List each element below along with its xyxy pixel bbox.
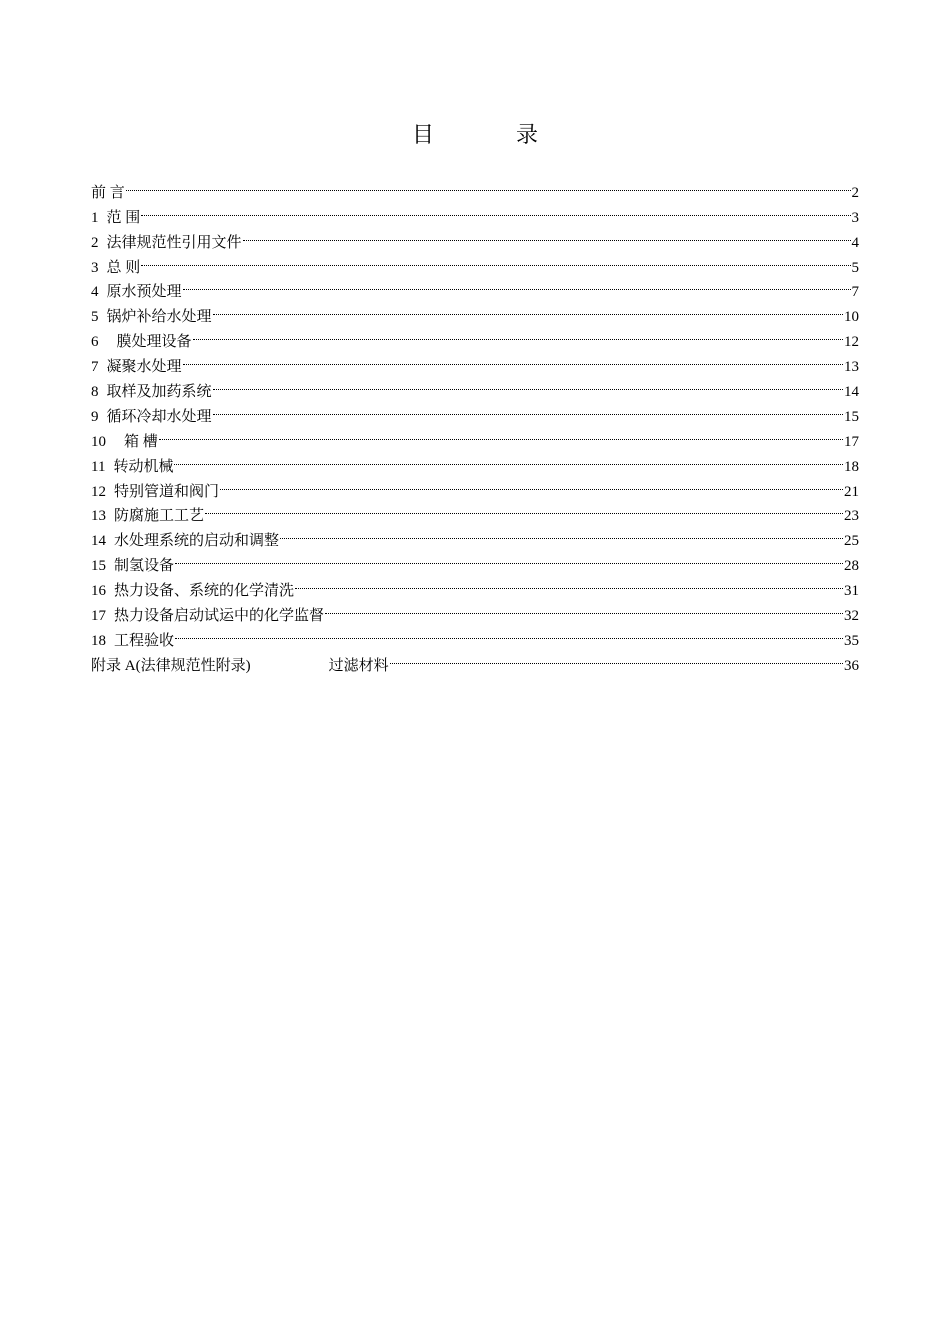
toc-entry-18[interactable]	[91, 620, 859, 649]
toc-page-number: 13	[844, 359, 859, 376]
toc-page-number: 23	[844, 508, 859, 525]
toc-section-number: 4	[91, 284, 99, 301]
toc-section-number: 9	[91, 408, 99, 425]
toc-appendix-label: 附录 A(法律规范性附录)	[91, 657, 251, 674]
dot-leader	[175, 620, 843, 645]
dot-leader	[325, 595, 843, 620]
toc-entry-label: 热力设备启动试运中的化学监督	[114, 608, 325, 625]
toc-entry-3[interactable]	[91, 247, 859, 276]
toc-page-number: 17	[844, 433, 859, 450]
toc-entry-label: 锅炉补给水处理	[106, 309, 212, 326]
toc-section-number: 12	[91, 483, 106, 500]
toc-section-number: 11	[91, 458, 106, 475]
toc-page-number: 25	[844, 533, 859, 550]
toc-entry-11[interactable]	[91, 446, 859, 475]
toc-page-number: 14	[844, 384, 859, 401]
dot-leader	[141, 197, 850, 222]
toc-section-number: 2	[91, 234, 99, 251]
toc-entry-label: 特别管道和阀门	[114, 483, 220, 500]
toc-entry-label: 制氢设备	[114, 558, 175, 575]
toc-page-number: 3	[851, 209, 859, 226]
toc-section-number: 14	[91, 533, 106, 550]
toc-entry-label: 前 言	[91, 184, 125, 201]
toc-page-number: 36	[844, 657, 859, 674]
dot-leader	[295, 570, 843, 595]
toc-entry-label: 工程验收	[114, 632, 175, 649]
dot-leader	[390, 645, 843, 670]
toc-entry-label: 凝聚水处理	[106, 359, 182, 376]
dot-leader	[243, 222, 851, 247]
toc-section-number: 8	[91, 384, 99, 401]
toc-page-number: 4	[851, 234, 859, 251]
toc-entry-label: 膜处理设备	[116, 334, 192, 351]
toc-section-number: 13	[91, 508, 106, 525]
toc-entry-label: 箱 槽	[124, 433, 158, 450]
toc-entry-7[interactable]	[91, 346, 859, 376]
toc-section-number: 10	[91, 433, 106, 450]
toc-page-number: 28	[844, 558, 859, 575]
toc-entry-10[interactable]	[91, 421, 859, 450]
toc-entry-appendix-a[interactable]	[91, 645, 859, 674]
toc-entry-label: 循环冷却水处理	[106, 408, 212, 425]
toc-section-number: 3	[91, 259, 99, 276]
toc-entry-15[interactable]	[91, 545, 859, 575]
toc-entry-preface[interactable]	[91, 172, 859, 201]
dot-leader	[280, 520, 843, 545]
dot-leader	[220, 471, 843, 496]
dot-leader	[213, 371, 843, 396]
toc-section-number: 16	[91, 583, 106, 600]
dot-leader	[205, 496, 843, 521]
toc-entry-13[interactable]	[91, 496, 859, 525]
toc-entry-label: 转动机械	[113, 458, 174, 475]
toc-entry-1[interactable]	[91, 197, 859, 226]
toc-page-number: 15	[844, 408, 859, 425]
dot-leader	[193, 321, 843, 346]
dot-leader	[174, 446, 843, 471]
toc-section-number: 5	[91, 309, 99, 326]
toc-section-number: 1	[91, 209, 99, 226]
toc-page-number: 31	[844, 583, 859, 600]
toc-entry-label: 原水预处理	[106, 284, 182, 301]
toc-entry-label: 范 围	[106, 209, 141, 226]
dot-leader	[183, 346, 843, 371]
toc-entry-4[interactable]	[91, 272, 859, 301]
toc-page-number: 7	[851, 284, 859, 301]
dot-leader	[183, 272, 851, 297]
toc-page-number: 32	[844, 608, 859, 625]
toc-entry-label: 法律规范性引用文件	[106, 234, 242, 251]
toc-entry-12[interactable]	[91, 471, 859, 500]
toc-page-number: 18	[844, 458, 859, 475]
dot-leader	[213, 396, 843, 421]
toc-entry-14[interactable]	[91, 520, 859, 550]
toc-entry-label: 防腐施工工艺	[114, 508, 205, 525]
toc-entry-5[interactable]	[91, 296, 859, 326]
toc-section-number: 17	[91, 608, 106, 625]
toc-section-number: 7	[91, 359, 99, 376]
toc-page-number: 21	[844, 483, 859, 500]
toc-entry-8[interactable]	[91, 371, 859, 401]
toc-page-number: 10	[844, 309, 859, 326]
toc-entry-label: 热力设备、系统的化学清洗	[114, 583, 295, 600]
toc-entry-6[interactable]	[91, 321, 859, 351]
toc-entry-label: 取样及加药系统	[106, 384, 212, 401]
dot-leader	[175, 545, 843, 570]
toc-page-number: 12	[844, 334, 859, 351]
toc-entry-label: 总 则	[106, 259, 141, 276]
toc-page-number: 35	[844, 632, 859, 649]
dot-leader	[141, 247, 850, 272]
toc-entry-2[interactable]	[91, 222, 859, 251]
table-of-contents	[91, 172, 859, 674]
page-title: 目 录	[411, 122, 568, 147]
toc-page-number: 5	[851, 259, 859, 276]
toc-section-number: 15	[91, 558, 106, 575]
toc-section-number: 18	[91, 632, 106, 649]
toc-page-number: 2	[851, 184, 859, 201]
dot-leader	[159, 421, 843, 446]
toc-entry-16[interactable]	[91, 570, 859, 600]
dot-leader	[126, 172, 851, 197]
toc-section-number: 6	[91, 334, 99, 351]
toc-entry-label: 过滤材料	[328, 657, 389, 674]
toc-entry-label: 水处理系统的启动和调整	[114, 533, 280, 550]
dot-leader	[213, 296, 843, 321]
